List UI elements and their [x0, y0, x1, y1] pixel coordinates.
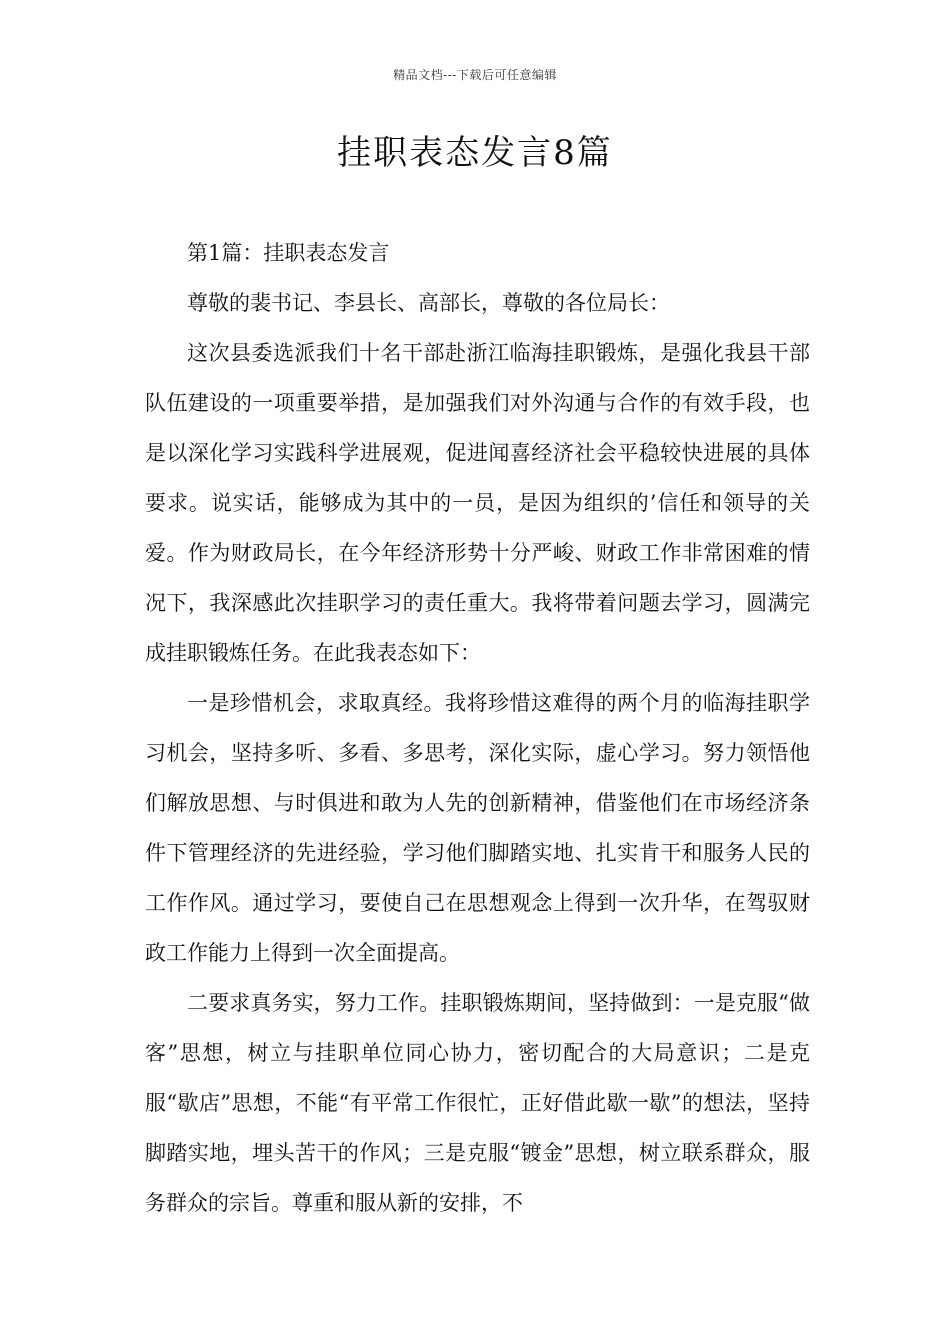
- document-title: 挂职表态发言8篇: [337, 133, 613, 173]
- document-body: [145, 228, 810, 1228]
- body-paragraph: 这次县委选派我们十名干部赴浙江临海挂职锻炼，是强化我县干部队伍建设的一项重要举措，是加强我们对外沟通与合作的有效手段，也是以深化学习实践科学进展观，促进闻喜经济社会平稳较快进展的具体要求。说实话，能够成为其中的一员，是因为组织的’信任和领导的关爱。作为财政局长，在今年经济形势十分严峻、财政工作非常困难的情况下，我深感此次挂职学习的责任重大。我将带着问题去学习，圆满完成挂职锻炼任务。在此我表态如下：: [145, 341, 810, 665]
- header-note: 精品文档---下载后可任意编辑: [393, 68, 557, 82]
- salutation: 尊敬的裴书记、李县长、高部长，尊敬的各位局长：: [187, 291, 670, 315]
- section-heading: 第1篇：挂职表态发言: [187, 241, 390, 265]
- body-paragraph: 二要求真务实，努力工作。挂职锻炼期间，坚持做到：一是克服“做客”思想，树立与挂职单位同心协力，密切配合的大局意识；二是克服“歇店”思想，不能“有平常工作很忙，正好借此歇一歇”的想法，坚持脚踏实地，埋头苦干的作风；三是克服“镀金”思想，树立联系群众，服务群众的宗旨。尊重和服从新的安排，不: [145, 991, 810, 1215]
- body-paragraph: 一是珍惜机会，求取真经。我将珍惜这难得的两个月的临海挂职学习机会，坚持多听、多看、多思考，深化实际，虚心学习。努力领悟他们解放思想、与时俱进和敢为人先的创新精神，借鉴他们在市场经济条件下管理经济的先进经验，学习他们脚踏实地、扎实肯干和服务人民的工作作风。通过学习，要使自己在思想观念上得到一次升华，在驾驭财政工作能力上得到一次全面提高。: [145, 691, 810, 965]
